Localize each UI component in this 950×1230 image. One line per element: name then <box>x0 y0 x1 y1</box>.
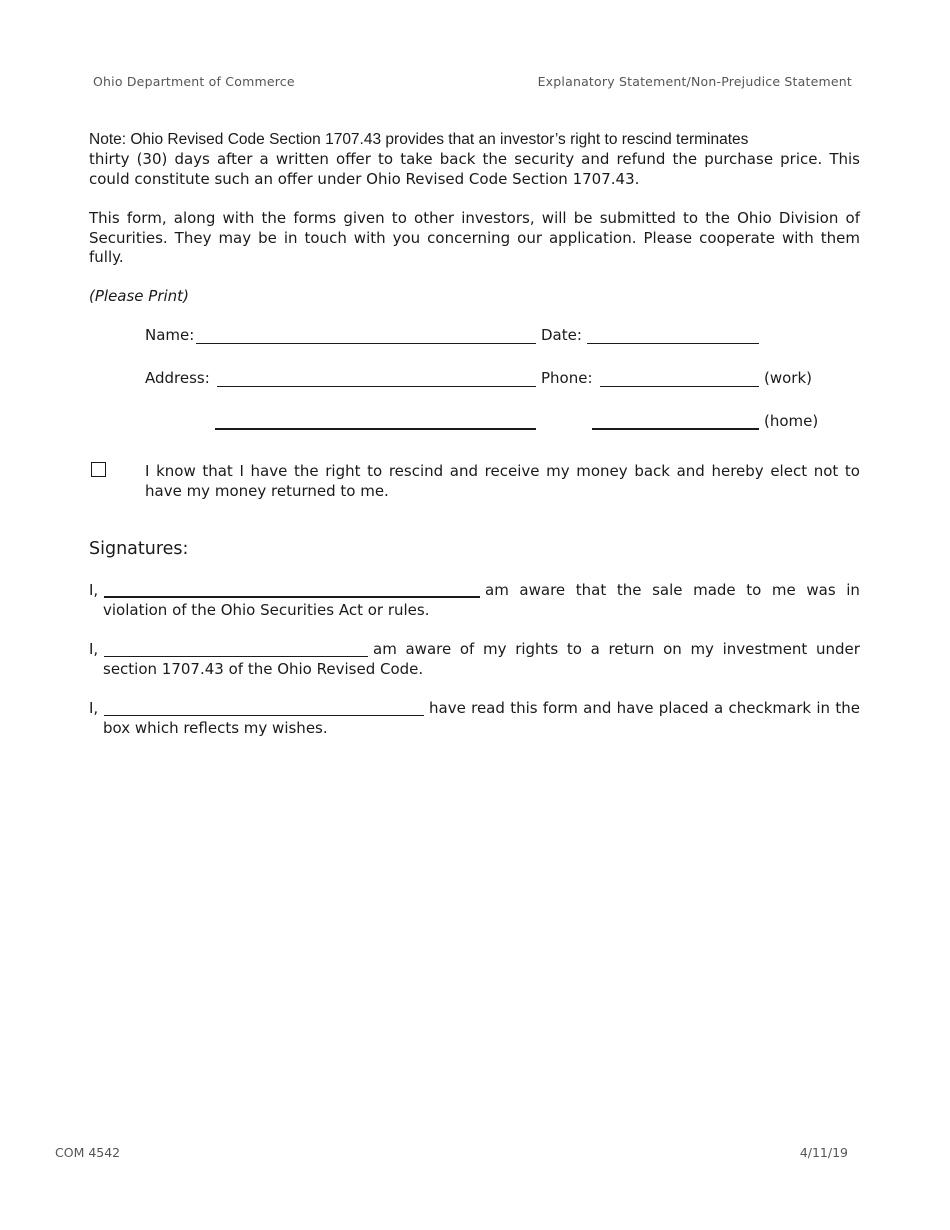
statement-word: under <box>816 640 860 658</box>
revision-date: 4/11/19 <box>799 1145 848 1160</box>
statement-word: this <box>510 699 538 717</box>
statement-word: was <box>806 581 836 599</box>
statement-word: the <box>835 699 860 717</box>
statement-word: of <box>459 640 475 658</box>
work-label: (work) <box>764 369 813 387</box>
signatures-heading: Signatures: <box>89 539 189 559</box>
statement-word: sale <box>652 581 683 599</box>
statement-word: on <box>663 640 682 658</box>
address-label: Address: <box>145 369 210 387</box>
signature-3-continuation: box which reflects my wishes. <box>103 718 328 737</box>
signature-statement-2 <box>89 640 860 679</box>
signature-statement-1 <box>89 581 860 620</box>
header-department: Ohio Department of Commerce <box>93 74 295 89</box>
signature-1-continuation: violation of the Ohio Securities Act or rules. <box>103 600 430 619</box>
submission-paragraph: This form, along with the forms given to other investors, will be submitted to the Ohio Division of Securities. They may be in touch with you concerning our application. Please cooperate with them fully. <box>89 209 860 266</box>
note-rest: thirty (30) days after a written offer to take back the security and refund the purchase price. This could constitute such an offer under Ohio Revised Code Section 1707.43. <box>89 150 860 188</box>
statement-word: in <box>846 581 860 599</box>
please-print-label: (Please Print) <box>89 287 189 305</box>
form-number: COM 4542 <box>55 1145 121 1160</box>
statement-word: that <box>575 581 607 599</box>
statement-word: form <box>542 699 578 717</box>
statement-word: have <box>429 699 466 717</box>
statement-word: placed <box>658 699 709 717</box>
statement-word: to <box>746 581 762 599</box>
statement-word: a <box>590 640 600 658</box>
statement-word: in <box>816 699 831 717</box>
phone-home-field[interactable] <box>592 428 759 430</box>
elect-checkbox[interactable] <box>91 462 106 477</box>
address-field-line2[interactable] <box>215 428 536 430</box>
signature-prefix: I, <box>89 699 99 717</box>
name-label: Name: <box>145 326 195 344</box>
statement-word: me <box>771 581 796 599</box>
election-text: I know that I have the right to rescind and receive my money back and hereby elect not to have my money returned to me. <box>145 462 860 500</box>
statement-word: am <box>485 581 509 599</box>
statement-word: have <box>616 699 654 717</box>
statement-word: rights <box>515 640 559 658</box>
header-form-title: Explanatory Statement/Non-Prejudice Statement <box>537 74 852 89</box>
statement-word: and <box>583 699 612 717</box>
statement-word: my <box>690 640 714 658</box>
signature-prefix: I, <box>89 581 99 599</box>
statement-word: am <box>373 640 397 658</box>
note-paragraph <box>89 130 860 190</box>
signature-name-field-2[interactable] <box>104 656 368 657</box>
statement-word: to <box>566 640 582 658</box>
signature-name-field-3[interactable] <box>104 715 424 716</box>
date-label: Date: <box>541 326 582 344</box>
signature-2-first-line <box>373 640 860 660</box>
statement-word: the <box>616 581 642 599</box>
note-first-line: Note: Ohio Revised Code Section 1707.43 provides that an investor’s right to rescind terminates <box>89 131 749 148</box>
statement-word: a <box>713 699 724 717</box>
statement-word: read <box>471 699 505 717</box>
statement-word: made <box>693 581 736 599</box>
home-label: (home) <box>764 412 819 430</box>
statement-word: checkmark <box>728 699 812 717</box>
address-field-line1[interactable] <box>217 386 536 387</box>
statement-word: return <box>608 640 655 658</box>
signature-2-continuation: section 1707.43 of the Ohio Revised Code. <box>103 659 424 678</box>
signature-3-first-line <box>429 699 860 719</box>
signature-name-field-1[interactable] <box>104 596 480 598</box>
signature-prefix: I, <box>89 640 99 658</box>
phone-work-field[interactable] <box>600 386 759 387</box>
phone-label: Phone: <box>541 369 593 387</box>
statement-word: aware <box>519 581 566 599</box>
date-field[interactable] <box>587 343 759 344</box>
statement-word: investment <box>722 640 808 658</box>
statement-word: aware <box>405 640 452 658</box>
statement-word: my <box>483 640 507 658</box>
signature-1-first-line <box>485 581 860 601</box>
signature-statement-3 <box>89 699 860 738</box>
name-field[interactable] <box>196 343 536 344</box>
